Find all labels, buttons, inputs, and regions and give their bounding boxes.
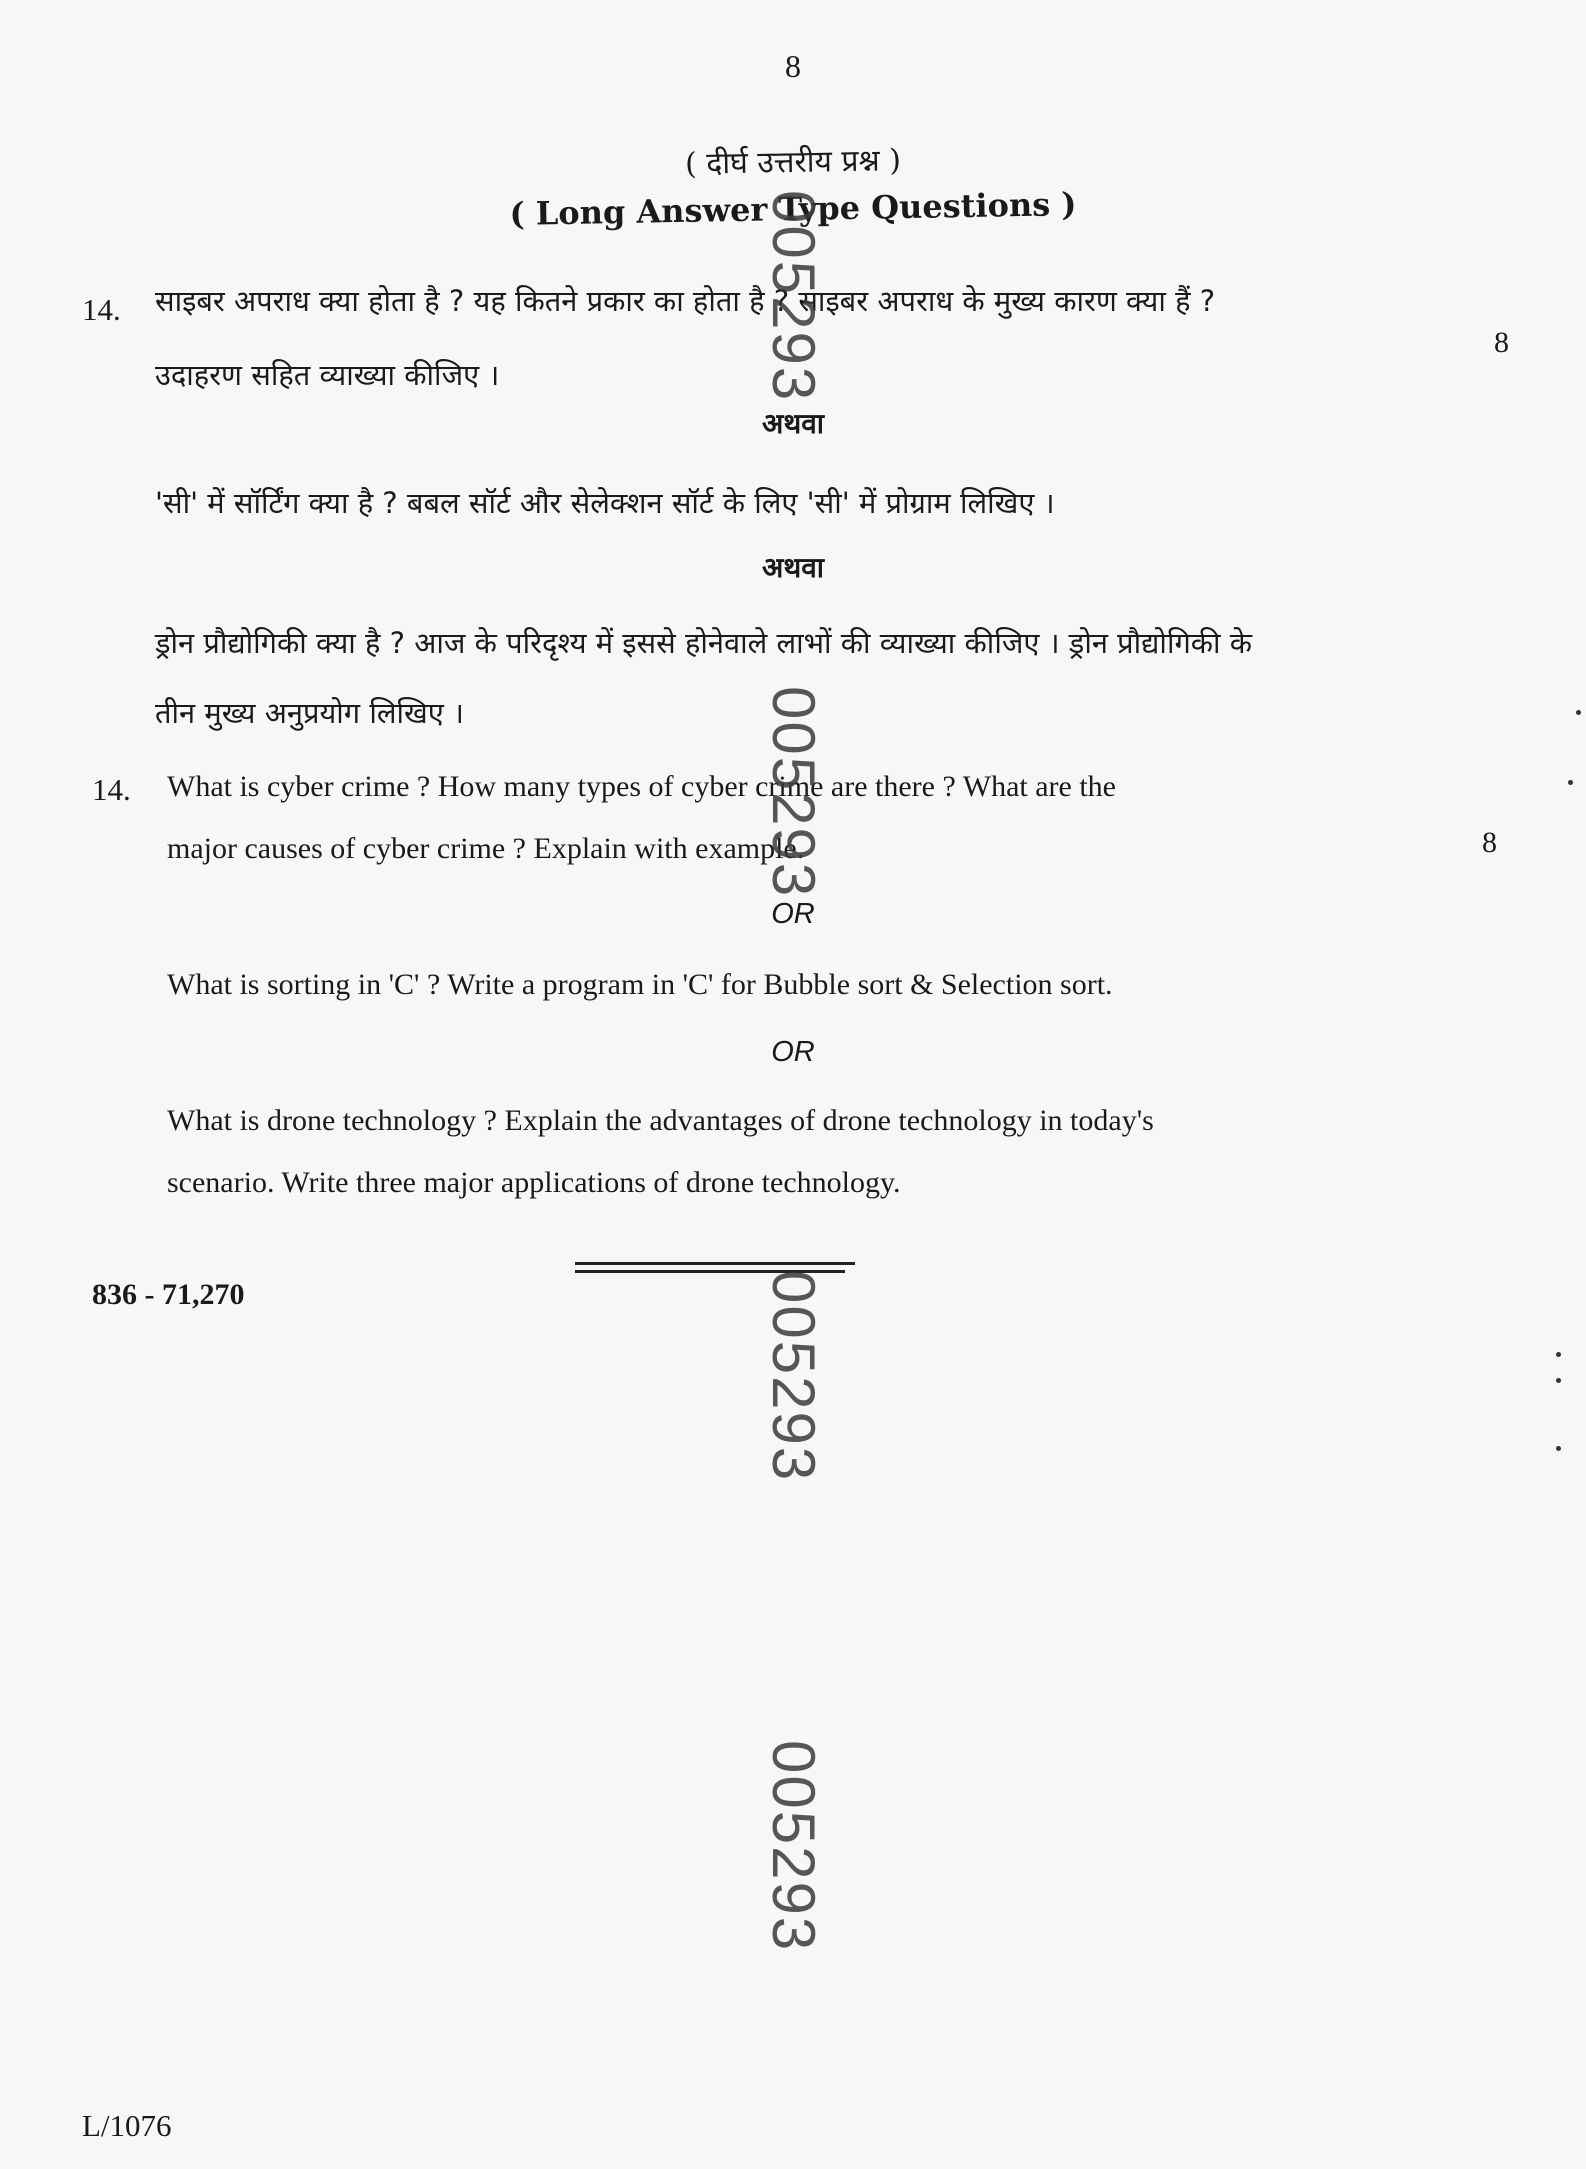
scan-speck	[1568, 780, 1573, 785]
section-heading-english: ( Long Answer Type Questions )	[509, 185, 1077, 233]
alternative-hindi-1: 'सी' में सॉर्टिंग क्या है ? बबल सॉर्ट और सेलेक्शन सॉर्ट के लिए 'सी' में प्रोग्राम लिखिए ।	[155, 486, 1055, 520]
scan-speck	[1556, 1446, 1561, 1451]
serial-stamp: 005293	[760, 1740, 827, 1953]
section-heading-hindi: ( दीर्घ उत्तरीय प्रश्न )	[684, 143, 902, 182]
question-number-hindi: 14.	[82, 292, 121, 327]
question-english-line-2: major causes of cyber crime ? Explain with example.	[167, 832, 805, 865]
separator-line	[575, 1262, 855, 1265]
marks-hindi: 8	[1494, 326, 1509, 359]
scan-speck	[1556, 1378, 1561, 1383]
alternative-hindi-2-line-1: ड्रोन प्रौद्योगिकी क्या है ? आज के परिदृश्य में इससे होनेवाले लाभों की व्याख्या कीजिए । ड्रोन प्रौद्योगिकी के	[155, 626, 1253, 660]
alternative-english-2-line-2: scenario. Write three major applications of drone technology.	[167, 1166, 901, 1199]
or-separator-english-1: OR	[771, 898, 815, 930]
alternative-hindi-2-line-2: तीन मुख्य अनुप्रयोग लिखिए ।	[155, 696, 464, 730]
or-separator-hindi-1: अथवा	[761, 407, 825, 440]
paper-code: 836 - 71,270	[92, 1278, 245, 1311]
alternative-english-2-line-1: What is drone technology ? Explain the advantages of drone technology in today's	[167, 1104, 1154, 1137]
scan-speck	[1556, 1352, 1561, 1357]
marks-english: 8	[1482, 826, 1497, 859]
question-hindi-line-2: उदाहरण सहित व्याख्या कीजिए ।	[155, 358, 500, 392]
or-separator-hindi-2: अथवा	[761, 551, 825, 584]
page-reference: L/1076	[82, 2108, 172, 2143]
question-hindi-line-1: साइबर अपराध क्या होता है ? यह कितने प्रकार का होता है ? साइबर अपराध के मुख्य कारण क्या हैं ?	[155, 284, 1216, 318]
serial-stamp: 005293	[760, 686, 827, 899]
serial-stamp: 005293	[760, 190, 827, 403]
serial-stamp: 005293	[760, 1270, 827, 1483]
scan-speck	[1576, 710, 1581, 715]
alternative-english-1: What is sorting in 'C' ? Write a program in 'C' for Bubble sort & Selection sort.	[167, 968, 1113, 1001]
question-english-line-1: What is cyber crime ? How many types of cyber crime are there ? What are the	[167, 770, 1116, 803]
question-number-english: 14.	[92, 772, 131, 807]
or-separator-english-2: OR	[771, 1036, 815, 1068]
page-number: 8	[785, 48, 801, 84]
